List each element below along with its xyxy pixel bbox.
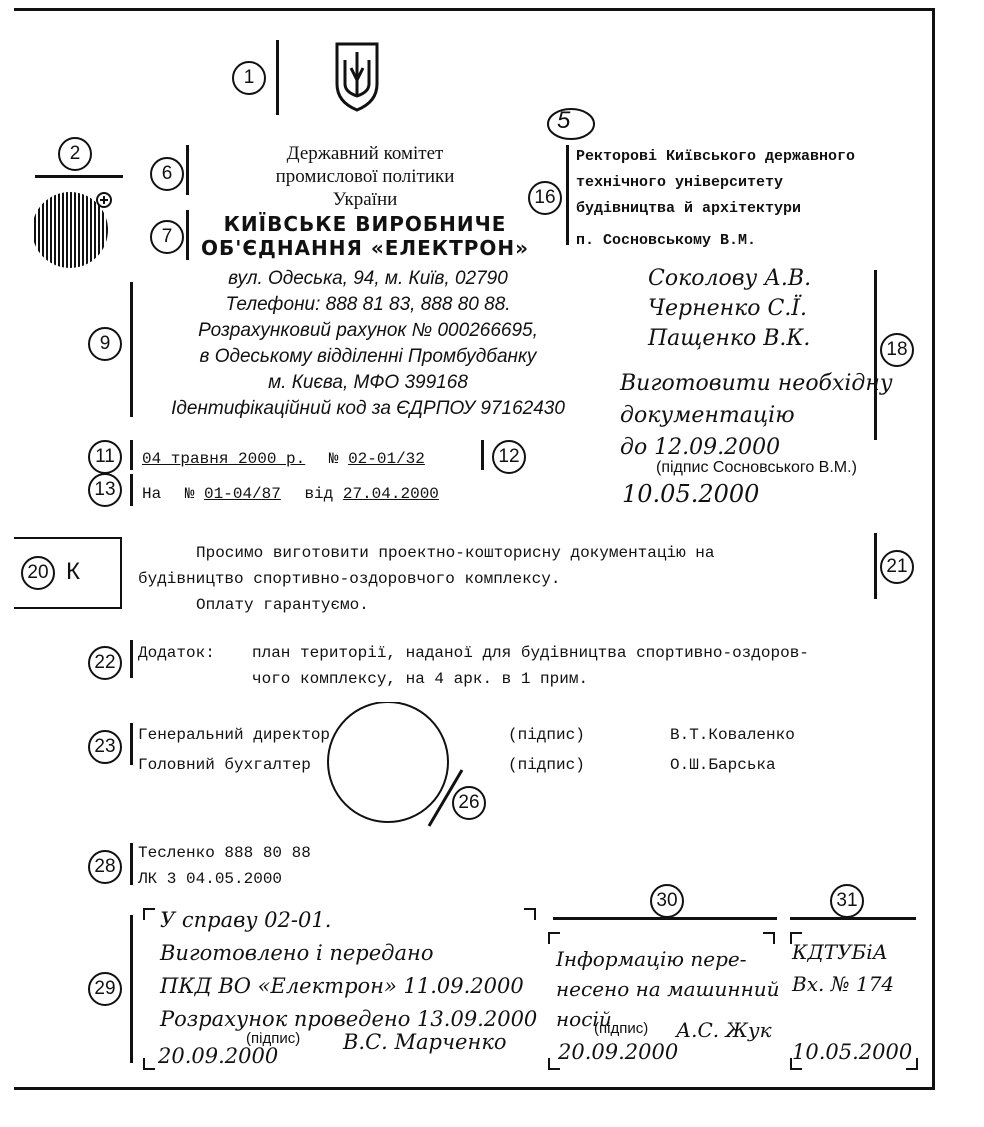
marker-bar: [130, 440, 133, 470]
transfer-line: Інформацію пере-: [556, 947, 747, 971]
marker-12: 12: [492, 440, 526, 474]
organization-name: [190, 212, 540, 260]
marker-20: 20: [21, 556, 55, 590]
accountant-signature: (підпис): [508, 756, 585, 774]
bank-mfo: м. Києва, МФО 399168: [268, 372, 468, 393]
marker-bar: [481, 440, 484, 470]
letter-body: [138, 540, 858, 618]
marker-bar: [130, 915, 133, 1063]
marker-bar: [130, 843, 133, 885]
marker-26: 26: [452, 786, 486, 820]
edrpou-code: Ідентифікаційний код за ЄДРПОУ 97162430: [171, 398, 565, 419]
marker-2: 2: [58, 137, 92, 171]
resolution-text: [620, 368, 893, 464]
organization-requisites: [138, 266, 598, 422]
reference-number: 01-04/87: [204, 485, 281, 503]
appendix-line: план території, наданої для будівництва спортивно-оздоров-: [252, 644, 809, 662]
marker-18: 18: [880, 333, 914, 367]
marker-bar: [130, 282, 133, 417]
transfer-signature: (підпис): [594, 1020, 649, 1037]
transfer-date: 20.09.2000: [558, 1040, 679, 1064]
bracket-corner: [763, 932, 775, 944]
from-label: від: [304, 485, 334, 503]
marker-7: 7: [150, 220, 184, 254]
executor-name: Черненко С.Ї.: [648, 296, 807, 321]
marker-bar: [276, 40, 279, 115]
marker-9: 9: [88, 327, 122, 361]
director-title: Генеральний директор: [138, 726, 331, 744]
marker-29: 29: [88, 972, 122, 1006]
bank-name: в Одеському відділенні Промбудбанку: [199, 346, 537, 367]
incoming-number: Вх. № 174: [792, 972, 895, 996]
number-label: №: [184, 485, 195, 503]
accountant-title: Головний бухгалтер: [138, 756, 311, 774]
resolution-date: 10.05.2000: [622, 480, 760, 508]
resolution-executors: [648, 264, 811, 354]
transfer-line: несено на машинний: [556, 977, 780, 1001]
filing-line: Розрахунок проведено 13.09.2000: [160, 1007, 538, 1031]
marker-11: 11: [88, 440, 122, 474]
marker-line: [553, 917, 777, 920]
body-line: Просимо виготовити проектно-кошторисну документацію на: [196, 544, 715, 562]
marker-line: [35, 175, 123, 178]
marker-28: 28: [88, 850, 122, 884]
recipient-line: будівництва й архітектури: [576, 200, 802, 217]
marker-bar: [566, 145, 569, 245]
director-name: В.Т.Коваленко: [670, 726, 795, 744]
marker-23: 23: [88, 730, 122, 764]
recipient-name: п. Сосновському В.М.: [576, 232, 757, 249]
marker-31: 31: [830, 884, 864, 918]
bracket-corner: [143, 908, 155, 920]
body-line: будівництво спортивно-оздоровчого комплексу.: [138, 570, 561, 588]
executor-name: Пащенко В.К.: [648, 326, 811, 351]
document-number: 02-01/32: [348, 450, 425, 468]
ministry-line: України: [332, 189, 398, 210]
signature-titles: [138, 720, 330, 780]
appendix-label: Додаток:: [138, 644, 215, 662]
bracket-corner: [143, 1058, 155, 1070]
executor-name-phone: Тесленко 888 80 88: [138, 844, 311, 862]
director-signature: (підпис): [508, 726, 585, 744]
recipient-line: Ректорові Київського державного: [576, 148, 856, 165]
marker-bar: [874, 533, 877, 599]
number-label: №: [328, 450, 339, 468]
resolution-line: документацію: [620, 403, 795, 428]
resolution-line: Виготовити необхідну: [620, 371, 893, 396]
bracket-corner: [548, 932, 560, 944]
recipient-line: технічного університету: [576, 174, 784, 191]
control-mark: К: [66, 558, 80, 585]
marker-13: 13: [88, 473, 122, 507]
filing-signature: (підпис): [246, 1030, 301, 1047]
marker-bar: [186, 145, 189, 195]
marker-30: 30: [650, 884, 684, 918]
executor-mark: ЛК 3 04.05.2000: [138, 870, 283, 888]
round-seal-icon: [30, 186, 116, 272]
filing-date: 20.09.2000: [158, 1044, 279, 1068]
marker-bar: [186, 210, 189, 260]
resolution-line: до 12.09.2000: [620, 435, 781, 460]
transfer-line: носій: [556, 1007, 612, 1031]
resolution-signature: (підпис Сосновського В.М.): [656, 459, 857, 476]
marker-5: 5: [557, 107, 571, 134]
signature-placeholders: [508, 720, 585, 780]
marker-21: 21: [880, 550, 914, 584]
marker-line: [790, 917, 916, 920]
incoming-org: КДТУБіА: [792, 940, 888, 964]
document-date: 04 травня 2000 р.: [142, 450, 306, 468]
filing-note: [160, 904, 537, 1036]
filing-line: Виготовлено і передано: [160, 941, 434, 965]
filing-line: ПКД ВО «Електрон» 11.09.2000: [160, 974, 524, 998]
marker-22: 22: [88, 646, 122, 680]
address: вул. Одеська, 94, м. Київ, 02790: [228, 268, 508, 289]
reference-date: 27.04.2000: [342, 485, 439, 503]
executor-block: [138, 840, 311, 892]
recipient-block: [576, 144, 936, 254]
marker-1: 1: [232, 61, 266, 95]
bank-account: Розрахунковий рахунок № 000266695,: [198, 320, 538, 341]
ministry-name: [200, 142, 530, 211]
reference-label: На: [142, 485, 162, 503]
transfer-name: А.С. Жук: [676, 1018, 772, 1042]
executor-name: Соколову А.В.: [648, 266, 812, 291]
incoming-registration: [792, 936, 894, 1000]
filing-name: В.С. Марченко: [343, 1030, 507, 1054]
filing-line: У справу 02-01.: [160, 908, 332, 932]
marker-bar: [130, 723, 133, 765]
appendix-line: чого комплексу, на 4 арк. в 1 прим.: [252, 670, 589, 688]
marker-bar: [130, 640, 133, 678]
marker-bar: [130, 474, 133, 506]
marker-6: 6: [150, 157, 184, 191]
appendix-text: [252, 640, 932, 692]
org-line: ОБ'ЄДНАННЯ «ЕЛЕКТРОН»: [200, 236, 530, 260]
accountant-name: О.Ш.Барська: [670, 756, 776, 774]
trident-coat-of-arms-icon: [333, 40, 381, 112]
body-line: Оплату гарантуємо.: [196, 596, 369, 614]
ministry-line: промислової політики: [275, 166, 455, 187]
phones: Телефони: 888 81 83, 888 80 88.: [225, 294, 511, 315]
document-date-number: [142, 450, 425, 468]
signature-names: [670, 720, 795, 780]
ministry-line: Державний комітет: [286, 143, 444, 164]
org-line: КИЇВСЬКЕ ВИРОБНИЧЕ: [223, 212, 507, 236]
reference-to-document: [142, 485, 439, 503]
marker-16: 16: [528, 181, 562, 215]
incoming-date: 10.05.2000: [792, 1040, 913, 1064]
